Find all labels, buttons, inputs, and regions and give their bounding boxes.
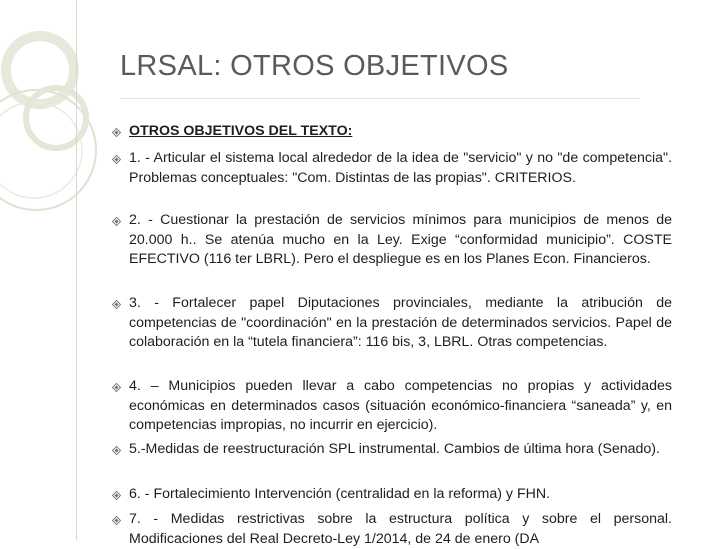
bullet-item-6: [112, 485, 672, 505]
bullet-item-5: [112, 440, 672, 460]
bullet-text: 6. - Fortalecimiento Intervención (centralidad en la reforma) y FHN.: [129, 486, 551, 502]
bullet-item-heading: [112, 122, 672, 142]
bullet-icon: [112, 300, 121, 309]
bullet-icon: [112, 491, 121, 500]
bullet-icon: [112, 128, 121, 137]
bullet-text: OTROS OBJETIVOS DEL TEXTO:: [129, 123, 353, 139]
bullet-item-1: [112, 149, 672, 188]
bullet-icon: [112, 516, 121, 525]
bullet-text: 1. - Articular el sistema local alrededor de la idea de "servicio" y no "de competencia". Problemas conceptuales: "Com. Distintas de las propias". CRITERIOS.: [129, 150, 672, 186]
bullet-icon: [112, 446, 121, 455]
bullet-icon: [112, 383, 121, 392]
bullet-text: 5.-Medidas de reestructuración SPL instrumental. Cambios de última hora (Senado).: [129, 441, 660, 457]
bullet-text: 3. - Fortalecer papel Diputaciones provinciales, mediante la atribución de competencias de "coordinación" en la prestación de determinados servicios. Papel de colaboración en la “tutela financiera”: 116 bis, 3, LBRL. Otras competencias.: [129, 295, 672, 350]
bullet-icon: [112, 217, 121, 226]
slide-title: LRSAL: OTROS OBJETIVOS: [120, 50, 509, 82]
bullet-item-2: [112, 211, 672, 270]
left-vertical-rule: [76, 0, 77, 540]
bullet-icon: [112, 155, 121, 164]
bullet-text: 7. - Medidas restrictivas sobre la estructura política y sobre el personal. Modificaciones del Real Decreto-Ley 1/2014, de 24 de enero (DA: [129, 511, 672, 547]
title-divider: [120, 98, 640, 99]
bullet-text: 2. - Cuestionar la prestación de servicios mínimos para municipios de menos de 20.000 h.. Se atenúa mucho en la Ley. Exige “conformidad municipio”. COSTE EFECTIVO (116 ter LBRL). Pero el despliegue es en los Planes Econ. Financieros.: [129, 212, 672, 267]
bullet-item-7: [112, 510, 672, 549]
bullet-item-3: [112, 294, 672, 353]
bullet-text: 4. – Municipios pueden llevar a cabo competencias no propias y actividades económicas en determinados casos (situación económico-financiera “saneada” y, en competencias impropias, no incurrir en ejercicio).: [129, 378, 672, 433]
bullet-item-4: [112, 377, 672, 436]
